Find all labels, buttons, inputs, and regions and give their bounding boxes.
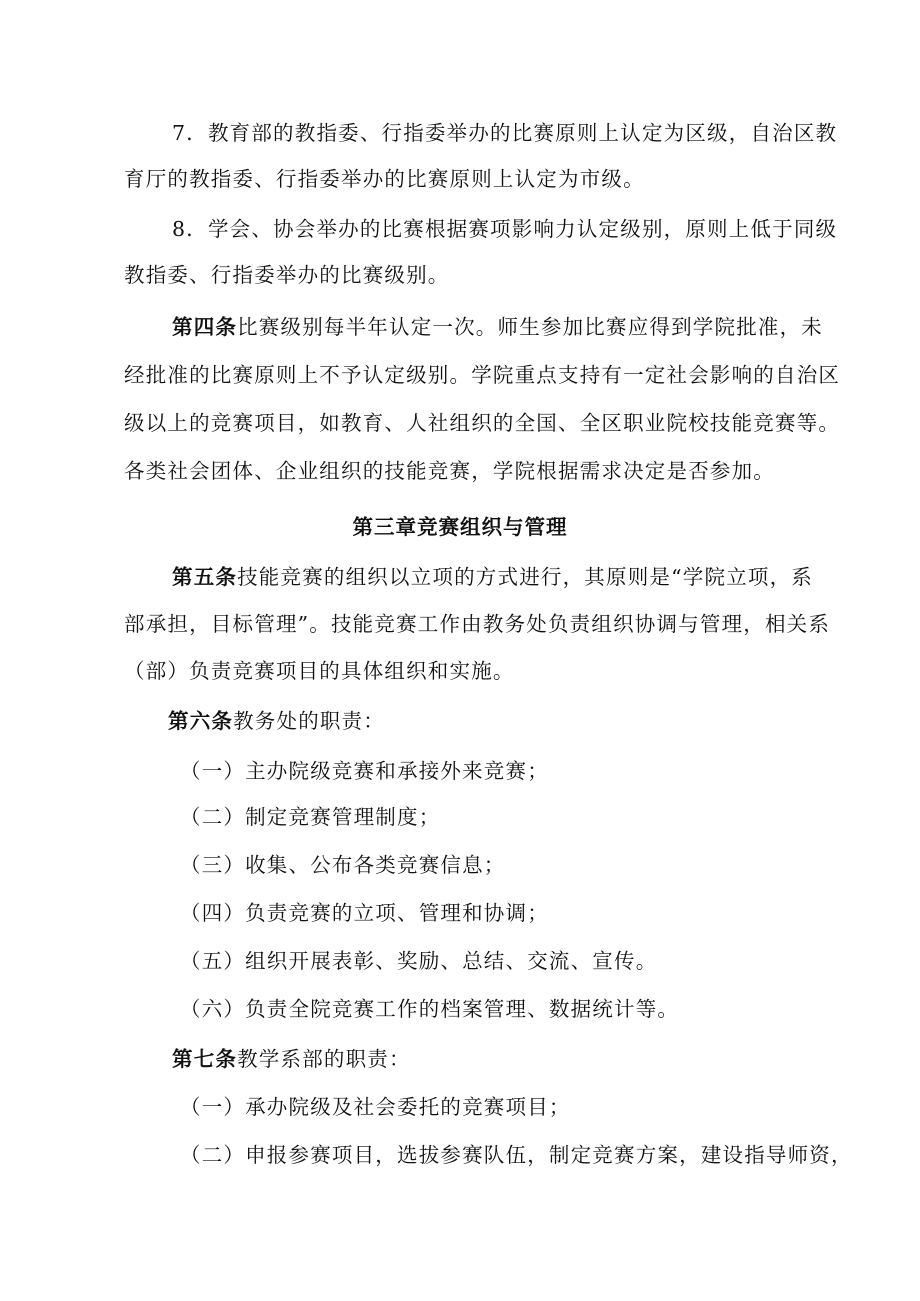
article-7-item: （一）承办院级及社会委托的竞赛项目； <box>180 1095 571 1119</box>
article-6-item: （三）收集、公布各类竞赛信息； <box>180 853 506 877</box>
article-4-line-3: 级以上的竞赛项目，如教育、人社组织的全国、全区职业院校技能竞赛等。 <box>124 411 841 435</box>
article-4-line-4: 各类社会团体、企业组织的技能竞赛，学院根据需求决定是否参加。 <box>124 459 775 483</box>
article-6-item: （一）主办院级竞赛和承接外来竞赛； <box>180 759 549 783</box>
article-6-label: 第六条 <box>168 709 234 733</box>
article-6-text: 教务处的职责： <box>233 709 386 733</box>
article-5-text: 技能竞赛的组织以立项的方式进行，其原则是“学院立项，系 <box>237 565 813 589</box>
article-7-label: 第七条 <box>172 1047 238 1071</box>
article-4-line-1 <box>172 314 823 340</box>
article-7-text: 教学系部的职责： <box>237 1047 411 1071</box>
article-4-label: 第四条 <box>172 315 238 339</box>
article-4-text: 比赛级别每半年认定一次。师生参加比赛应得到学院批准，未 <box>237 315 824 339</box>
article-5-line-2: 部承担，目标管理”。技能竞赛工作由教务处负责组织协调与管理，相关系 <box>124 612 831 636</box>
paragraph-7-line-2: 育厅的教指委、行指委举办的比赛原则上认定为市级。 <box>124 167 645 191</box>
article-6-item: （四）负责竞赛的立项、管理和协调； <box>180 901 549 925</box>
article-5-line-3: （部）负责竞赛项目的具体组织和实施。 <box>124 659 515 683</box>
paragraph-8-line-2: 教指委、行指委举办的比赛级别。 <box>124 263 450 287</box>
chapter-3-heading: 第三章竞赛组织与管理 <box>352 515 568 539</box>
article-4-line-2: 经批准的比赛原则上不予认定级别。学院重点支持有一定社会影响的自治区 <box>124 363 841 387</box>
article-6-item: （五）组织开展表彰、奖励、总结、交流、宣传。 <box>180 949 658 973</box>
article-5-label: 第五条 <box>172 565 238 589</box>
article-6-item: （六）负责全院竞赛工作的档案管理、数据统计等。 <box>180 997 680 1021</box>
paragraph-7-line-1: 7．教育部的教指委、行指委举办的比赛原则上认定为区级，自治区教 <box>172 121 838 145</box>
article-6-line <box>168 708 385 734</box>
article-6-item: （二）制定竞赛管理制度； <box>180 805 441 829</box>
article-7-line <box>172 1046 411 1072</box>
article-5-line-1 <box>172 564 813 590</box>
article-7-item: （二）申报参赛项目，选拔参赛队伍，制定竞赛方案，建设指导师资， <box>180 1143 853 1167</box>
paragraph-8-line-1: 8．学会、协会举办的比赛根据赛项影响力认定级别，原则上低于同级 <box>172 217 838 241</box>
